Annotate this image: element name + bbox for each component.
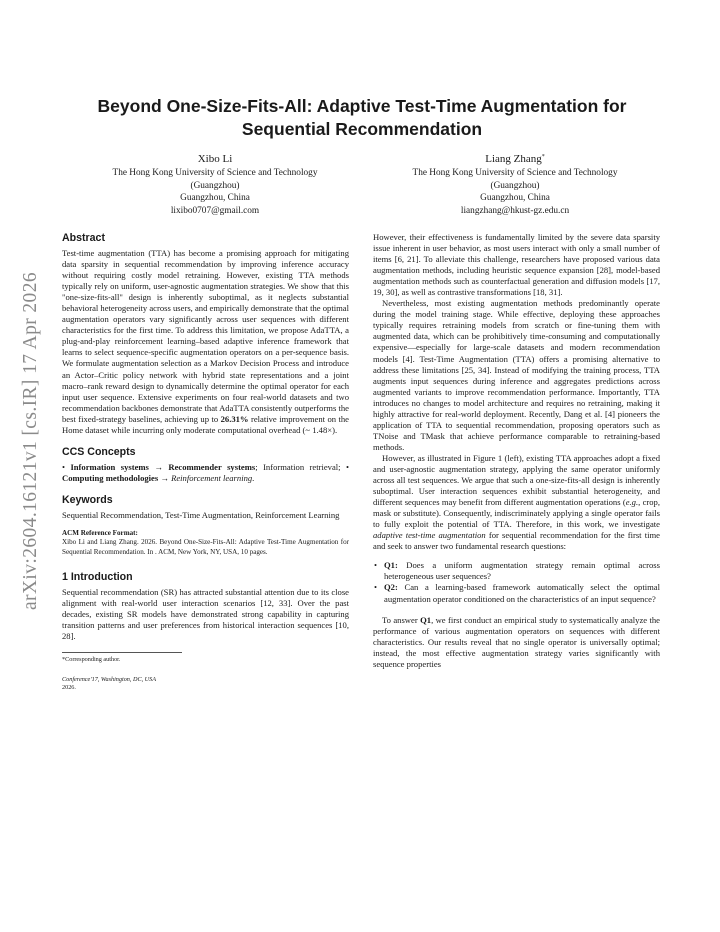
abstract-highlight: 26.31% — [220, 413, 249, 424]
q2-label: Q2: — [384, 582, 398, 593]
acm-ref-text: Xibo Li and Liang Zhang. 2026. Beyond One-Size-Fits-All: Adaptive Test-Time Augmentation for Sequential Recommendation. In . ACM, New York, NY, USA, 10 pages. — [62, 538, 349, 556]
ccs-text — [62, 462, 349, 484]
list-item — [373, 560, 660, 582]
list-item — [373, 582, 660, 604]
p4-a: To answer — [382, 614, 421, 625]
arxiv-stamp: arXiv:2604.16121v1 [cs.IR] 17 Apr 2026 — [20, 272, 41, 610]
abstract-text-1: Test-time augmentation (TTA) has become a promising approach for mitigating data sparsity in sequential recommendation by improving inference accuracy without requiring costly model retraining. However, existing TTA methods typically rely on uniform, user-agnostic augmentation strategies. We show that this "one-size-fits-all" design is inherently suboptimal, as it neglects substantial behavioral heterogeneity across users, and empirically demonstrate that the optimal augmentation operators vary significantly across user sequences with different characteristics for the first time. To address this limitation, we propose AdaTTA, a plug-and-play reinforcement learning–based adaptive inference framework that learns to select sequence-specific augmentation operators on a per-sequence basis. We formulate augmentation selection as a Markov Decision Process and introduce an Actor–Critic policy network with hybrid state representations and a joint macro–rank reward design to dynamically determine the optimal operator for each input user sequence. Extensive experiments on four real-world datasets and two recommendation backbones demonstrate that AdaTTA consistently outperforms the best fixed-strategy baselines, achieving up to — [62, 248, 349, 424]
abstract-text-2: relative improvement on the Home dataset while incurring only moderate computational overhead (~ 1.48×). — [62, 413, 349, 435]
ccs-t4: → — [158, 472, 172, 483]
ccs-i4: Reinforcement learning — [171, 472, 253, 483]
ccs-b1: Information systems — [70, 461, 149, 472]
acm-ref-heading: ACM Reference Format: — [62, 528, 138, 537]
q1-text: Does a uniform augmentation strategy remain optimal across heterogeneous user sequences? — [384, 560, 660, 582]
author-email[interactable]: liangzhang@hkust-gz.edu.cn — [460, 205, 570, 216]
abstract-heading: Abstract — [62, 232, 105, 244]
ccs-b3: Computing methodologies — [62, 472, 159, 483]
p3-b: , crop, mask or substitute). Consequently, indiscriminately applying a single operator fails to fully exploit the potential of TTA. Therefore, in this work, we investigate — [373, 497, 660, 530]
title-line-2: Sequential Recommendation — [241, 119, 483, 139]
author-name: Xibo Li — [197, 153, 233, 165]
ccs-t5: . — [252, 472, 255, 483]
author-block-1 — [70, 152, 360, 217]
q2-text: Can a learning-based framework automatically select the optimal augmentation operator conditioned on the characteristics of an input sequence? — [384, 582, 660, 604]
ccs-t2: → — [148, 461, 169, 472]
author-affiliation: The Hong Kong University of Science and Technology — [112, 168, 318, 178]
title-line-1: Beyond One-Size-Fits-All: Adaptive Test-Time Augmentation for — [97, 96, 627, 116]
corresponding-mark: * — [541, 154, 545, 160]
body-paragraph-1: However, their effectiveness is fundamentally limited by the severe data sparsity issue inherent in user behavior, as most users interact with only a small number of items [6, 21]. To alleviate this challenge, researchers have proposed various data augmentation methods, including heuristic sequence expansion [28], model-based augmentation methods such as counterfactual generation and diffusion models [17, 19, 30], as well as contrastive transformations [18, 31]. — [373, 232, 660, 298]
footnote-conference: Conference'17, Washington, DC, USA — [62, 676, 157, 684]
right-column — [373, 232, 660, 670]
p3-c: for sequential recommendation for the first time and seek to answer two fundamental research questions: — [373, 530, 660, 552]
footnote-year: 2026. — [62, 684, 76, 692]
author-name-text: Liang Zhang — [485, 153, 542, 165]
p4-q1: Q1 — [420, 614, 432, 625]
paper-title — [62, 95, 662, 141]
body-paragraph-2: Nevertheless, most existing augmentation methods predominantly operate during the model training stage. While effective, deploying these approaches typically requires retraining models from scratch or fine-tuning them with augmented data, which can be prohibitively time-consuming and computationally expensive—especially for large-scale datasets and modern recommendation models [4]. Test-Time Augmentation (TTA) offers a promising alternative to address these limitations [25, 34]. Instead of modifying the training process, TTA augments input sequences during inference and aggregates predictions across augmented variants to improve recommendation performance. Importantly, TTA introduces no changes to model architecture and requires no retraining, making it highly attractive for real-world deployment. Recently, Dang et al. [4] pioneers the application of TTA to sequential recommendation, proposing operators such as TNoise and TMask that achieve performance comparable to retraining-based methods. — [373, 298, 660, 452]
p4-c: , we first conduct an empirical study to systematically analyze the performance of various augmentation operators on sequences with different characteristics. Our results reveal that no single operator is universally optimal; instead, the most effective augmentation strategy varies significantly with sequence properties — [373, 614, 660, 669]
intro-paragraph: Sequential recommendation (SR) has attracted substantial attention due to its close alignment with real-world user interaction scenarios [12, 33]. Over the past decades, existing SR models have demonstrated strong capability in capturing transition patterns and user preferences from historical interaction sequences [10, 28]. — [62, 587, 349, 642]
author-name — [370, 152, 660, 167]
author-affiliation-sub: (Guangzhou) — [190, 180, 240, 191]
author-affiliation: The Hong Kong University of Science and Technology — [412, 168, 618, 178]
p3-a: However, as illustrated in Figure 1 (left), existing TTA approaches adopt a fixed and user-agnostic augmentation strategy, applying the same operator uniformly across all test sequences. We argue that such a one-size-fits-all design is inherently suboptimal. User interaction sequences exhibit substantial heterogeneity, and different sequences may benefit from different augmentation operations ( — [373, 452, 660, 508]
ccs-heading: CCS Concepts — [62, 445, 136, 458]
keywords-heading: Keywords — [62, 493, 113, 506]
left-column — [62, 232, 349, 692]
q1-label: Q1: — [384, 560, 398, 571]
body-paragraph-3 — [373, 453, 660, 552]
ccs-t1: • — [62, 461, 71, 472]
keywords-text: Sequential Recommendation, Test-Time Augmentation, Reinforcement Learning — [62, 509, 340, 520]
footnote-divider — [62, 652, 182, 653]
ccs-b2: Recommender systems — [168, 461, 256, 472]
author-email[interactable]: lixibo0707@gmail.com — [170, 205, 260, 216]
research-questions-list — [373, 560, 660, 604]
author-location: Guangzhou, China — [480, 193, 550, 204]
author-block-2 — [370, 152, 660, 217]
ccs-t3: ; Information retrieval; • — [255, 461, 349, 472]
footnote-corresponding: *Corresponding author. — [62, 656, 121, 664]
intro-heading: 1 Introduction — [62, 571, 133, 584]
abstract-text — [62, 248, 349, 436]
author-affiliation-sub: (Guangzhou) — [490, 180, 540, 191]
p3-emph: adaptive test-time augmentation — [373, 530, 486, 541]
body-paragraph-4 — [373, 615, 660, 670]
p3-eg: e.g. — [625, 497, 639, 508]
author-location: Guangzhou, China — [180, 193, 250, 204]
